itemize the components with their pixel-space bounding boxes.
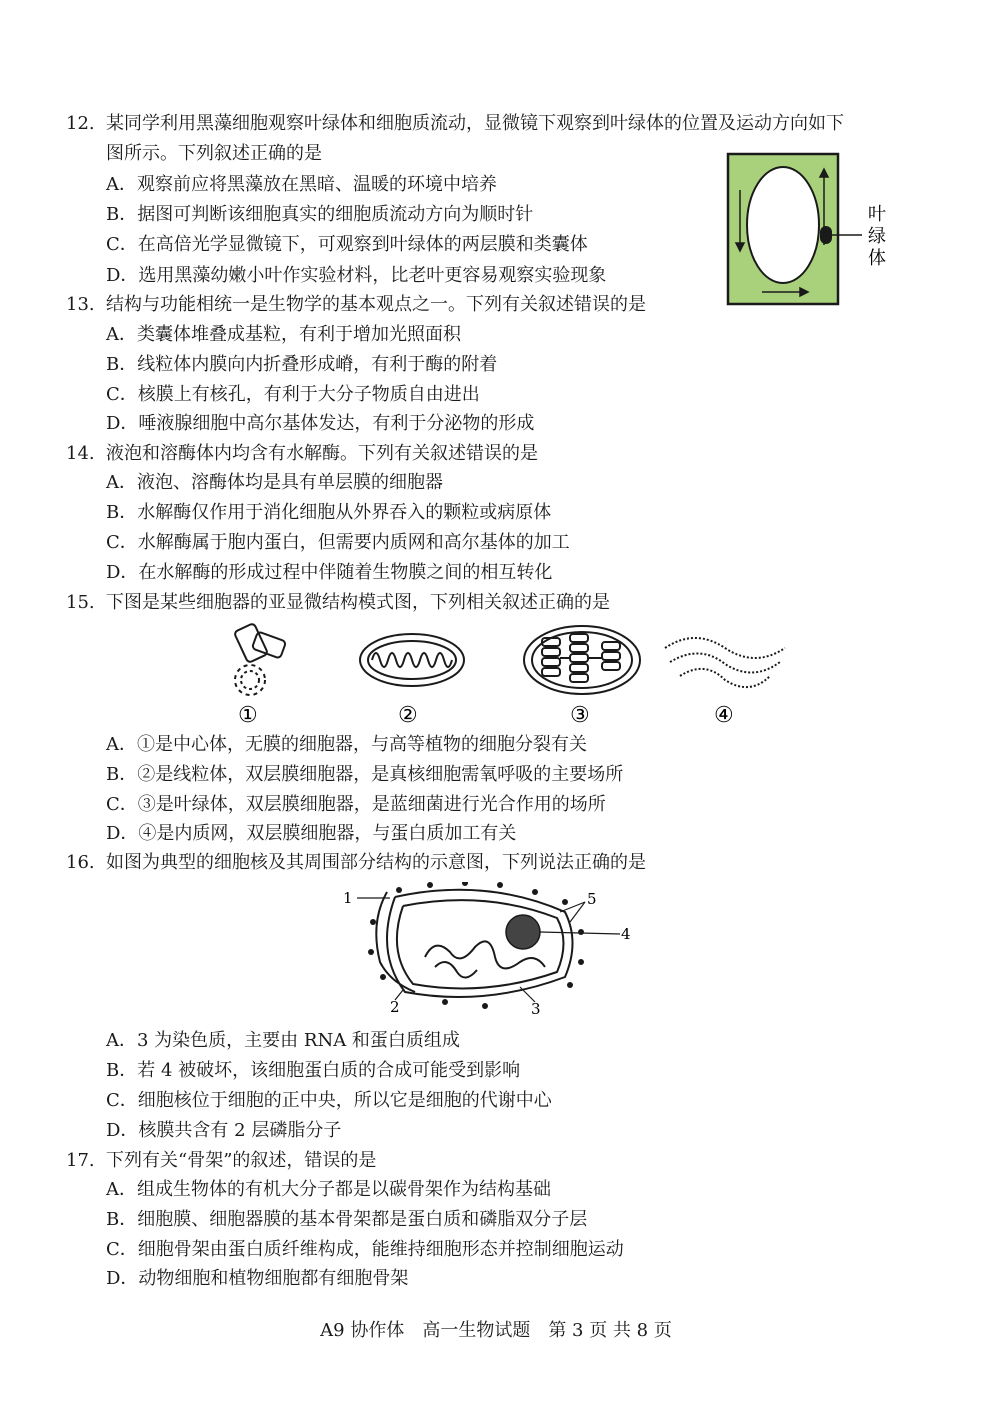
question-14-option-d: D．在水解酶的形成过程中伴随着生物膜之间的相互转化: [106, 562, 553, 583]
nucleolus: [506, 915, 540, 949]
question-12-option-d: D．选用黑藻幼嫩小叶作实验材料，比老叶更容易观察实验现象: [106, 265, 607, 286]
question-12-option-a: A．观察前应将黑藻放在黑暗、温暖的环境中培养: [106, 174, 497, 195]
question-16-option-a: A．3 为染色质，主要由 RNA 和蛋白质组成: [106, 1030, 460, 1051]
figure-label-2: ②: [398, 703, 418, 728]
question-16-option-c: C．细胞核位于细胞的正中央，所以它是细胞的代谢中心: [106, 1090, 552, 1111]
figure-label-3: ③: [570, 703, 590, 728]
endoplasmic-reticulum-drawing: [665, 638, 785, 687]
stem-text: 液泡和溶酶体内均含有水解酶。下列有关叙述错误的是: [106, 443, 538, 464]
page-footer: A9 协作体 高一生物试题 第 3 页 共 8 页: [320, 1320, 672, 1341]
chromatin-2: [435, 962, 477, 978]
label-3: 3: [531, 1000, 541, 1017]
question-16-option-b: B．若 4 被破坏，该细胞蛋白质的合成可能受到影响: [106, 1060, 521, 1081]
question-13-option-d: D．唾液腺细胞中高尔基体发达，有利于分泌物的形成: [106, 413, 535, 434]
question-15-option-b: B．②是线粒体，双层膜细胞器，是真核细胞需氧呼吸的主要场所: [106, 764, 624, 785]
question-13-option-b: B．线粒体内膜向内折叠形成嵴，有利于酶的附着: [106, 354, 498, 375]
question-13-option-a: A．类囊体堆叠成基粒，有利于增加光照面积: [106, 324, 461, 345]
question-17-option-a: A．组成生物体的有机大分子都是以碳骨架作为结构基础: [106, 1179, 551, 1200]
question-number: 14.: [66, 443, 95, 464]
figure-label-ti: 体: [868, 248, 886, 269]
figure-label-ye: 叶: [868, 204, 886, 225]
question-14-option-a: A．液泡、溶酶体均是具有单层膜的细胞器: [106, 472, 443, 493]
question-14-stem: [66, 443, 538, 465]
question-number: 12.: [66, 113, 95, 134]
figure-label-lv: 绿: [868, 226, 886, 247]
figure-label-1: ①: [238, 703, 258, 728]
question-14-option-c: C．水解酶属于胞内蛋白，但需要内质网和高尔基体的加工: [106, 532, 570, 553]
label-5: 5: [587, 890, 597, 908]
question-number: 17.: [66, 1150, 95, 1171]
figure-label-4: ④: [714, 703, 734, 728]
stem-text: 下列有关“骨架”的叙述，错误的是: [106, 1150, 377, 1171]
question-17-option-b: B．细胞膜、细胞器膜的基本骨架都是蛋白质和磷脂双分子层: [106, 1209, 588, 1230]
question-12-stem-line-2: 图所示。下列叙述正确的是: [106, 143, 322, 164]
stem-text: 下图是某些细胞器的亚显微结构模式图，下列相关叙述正确的是: [106, 592, 610, 613]
vacuole: [747, 167, 819, 283]
question-number: 16.: [66, 852, 95, 873]
nuclear-envelope-inner: [397, 900, 564, 988]
stem-text: 如图为典型的细胞核及其周围部分结构的示意图，下列说法正确的是: [106, 852, 646, 873]
mitochondrion-drawing: [360, 634, 464, 686]
question-13-stem: [66, 294, 646, 316]
centrosome-drawing: [234, 623, 286, 695]
question-12-option-c: C．在高倍光学显微镜下，可观察到叶绿体的两层膜和类囊体: [106, 234, 588, 255]
question-13-option-c: C．核膜上有核孔，有利于大分子物质自由进出: [106, 384, 480, 405]
question-17-stem: [66, 1150, 376, 1172]
label-4: 4: [621, 925, 631, 943]
question-14-option-b: B．水解酶仅作用于消化细胞从外界吞入的颗粒或病原体: [106, 502, 552, 523]
question-16-option-d: D．核膜共含有 2 层磷脂分子: [106, 1120, 342, 1141]
question-17-option-c: C．细胞骨架由蛋白质纤维构成，能维持细胞形态并控制细胞运动: [106, 1239, 624, 1260]
question-12-option-b: B．据图可判断该细胞真实的细胞质流动方向为顺时针: [106, 204, 534, 225]
question-12-stem-line-1: [66, 113, 844, 135]
chloroplast-drawing: [524, 626, 640, 694]
chloroplast-cell-figure: [722, 150, 902, 310]
question-17-option-d: D．动物细胞和植物细胞都有细胞骨架: [106, 1268, 409, 1289]
question-16-stem: [66, 852, 646, 874]
chloroplast: [820, 226, 832, 244]
label-2: 2: [390, 998, 400, 1016]
organelles-figure: [220, 618, 790, 730]
question-number: 15.: [66, 592, 95, 613]
stem-text: 某同学利用黑藻细胞观察叶绿体和细胞质流动，显微镜下观察到叶绿体的位置及运动方向如下: [106, 113, 844, 134]
nucleus-figure: [335, 882, 635, 1017]
stem-text: 结构与功能相统一是生物学的基本观点之一。下列有关叙述错误的是: [106, 294, 646, 315]
label-1: 1: [343, 889, 353, 907]
question-15-option-c: C．③是叶绿体，双层膜细胞器，是蓝细菌进行光合作用的场所: [106, 794, 606, 815]
question-15-stem: [66, 592, 610, 614]
question-15-option-a: A．①是中心体，无膜的细胞器，与高等植物的细胞分裂有关: [106, 734, 587, 755]
question-15-option-d: D．④是内质网，双层膜细胞器，与蛋白质加工有关: [106, 823, 517, 844]
question-number: 13.: [66, 294, 95, 315]
